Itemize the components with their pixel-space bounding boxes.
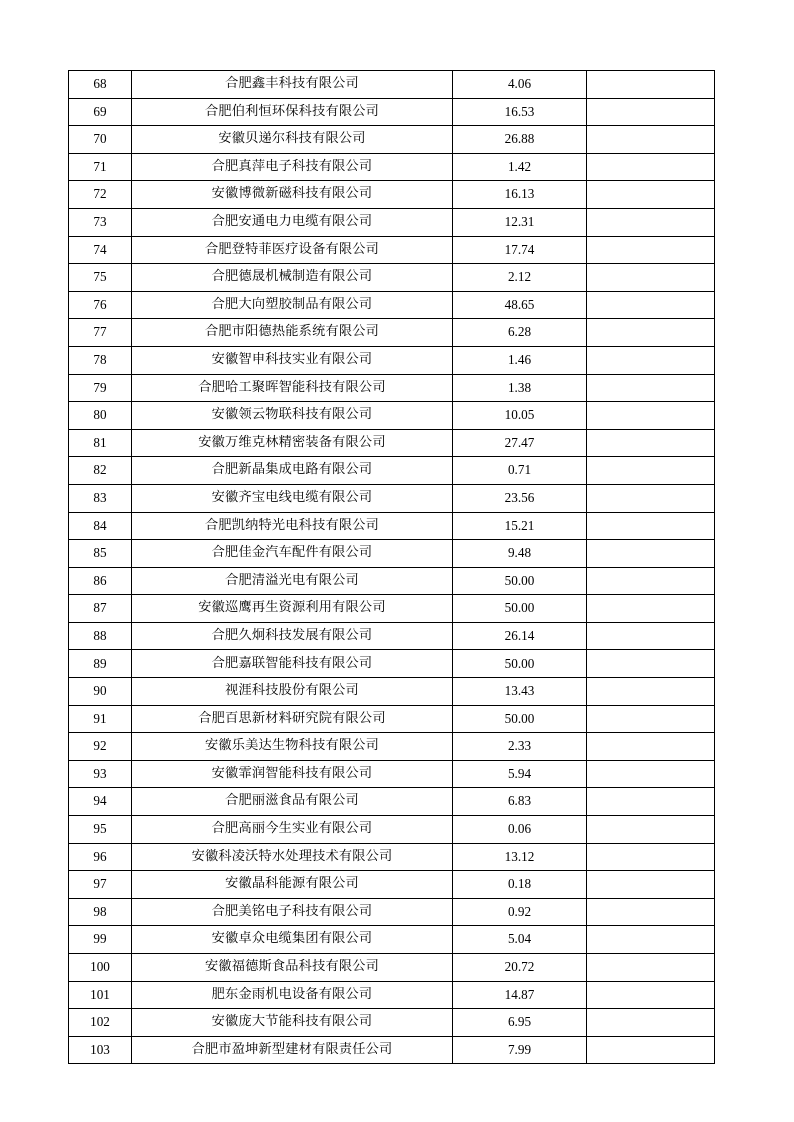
cell-amount: 10.05 [453, 402, 587, 430]
cell-row-number: 75 [69, 264, 132, 292]
table-row [69, 898, 715, 926]
table-row [69, 429, 715, 457]
cell-company-name: 安徽卓众电缆集团有限公司 [132, 926, 453, 954]
cell-company-name: 安徽霏润智能科技有限公司 [132, 760, 453, 788]
table-row [69, 1009, 715, 1037]
cell-row-number: 70 [69, 126, 132, 154]
cell-amount: 0.18 [453, 871, 587, 899]
table-row [69, 126, 715, 154]
cell-company-name: 安徽博微新磁科技有限公司 [132, 181, 453, 209]
cell-company-name: 合肥登特菲医疗设备有限公司 [132, 236, 453, 264]
cell-company-name: 合肥伯利恒环保科技有限公司 [132, 98, 453, 126]
cell-empty [587, 871, 715, 899]
cell-amount: 12.31 [453, 208, 587, 236]
cell-empty [587, 374, 715, 402]
table-row [69, 98, 715, 126]
table-row [69, 733, 715, 761]
cell-row-number: 86 [69, 567, 132, 595]
table-row [69, 153, 715, 181]
cell-amount: 26.14 [453, 622, 587, 650]
cell-row-number: 100 [69, 954, 132, 982]
cell-empty [587, 98, 715, 126]
cell-row-number: 87 [69, 595, 132, 623]
cell-amount: 7.99 [453, 1036, 587, 1064]
cell-row-number: 79 [69, 374, 132, 402]
cell-empty [587, 319, 715, 347]
cell-row-number: 96 [69, 843, 132, 871]
cell-company-name: 合肥凯纳特光电科技有限公司 [132, 512, 453, 540]
table-row [69, 954, 715, 982]
table-row [69, 374, 715, 402]
cell-amount: 6.28 [453, 319, 587, 347]
table-row [69, 512, 715, 540]
cell-company-name: 合肥美铭电子科技有限公司 [132, 898, 453, 926]
table-row [69, 1036, 715, 1064]
cell-row-number: 72 [69, 181, 132, 209]
cell-company-name: 合肥百思新材料研究院有限公司 [132, 705, 453, 733]
cell-row-number: 85 [69, 540, 132, 568]
table-row [69, 843, 715, 871]
cell-row-number: 101 [69, 981, 132, 1009]
table-row [69, 402, 715, 430]
table-row [69, 816, 715, 844]
cell-amount: 0.92 [453, 898, 587, 926]
cell-amount: 6.83 [453, 788, 587, 816]
cell-empty [587, 843, 715, 871]
cell-row-number: 69 [69, 98, 132, 126]
cell-empty [587, 208, 715, 236]
cell-amount: 50.00 [453, 595, 587, 623]
cell-empty [587, 1036, 715, 1064]
cell-empty [587, 926, 715, 954]
cell-company-name: 合肥安通电力电缆有限公司 [132, 208, 453, 236]
cell-company-name: 安徽福德斯食品科技有限公司 [132, 954, 453, 982]
cell-amount: 13.12 [453, 843, 587, 871]
cell-empty [587, 346, 715, 374]
cell-row-number: 89 [69, 650, 132, 678]
cell-company-name: 合肥清溢光电有限公司 [132, 567, 453, 595]
table-row [69, 595, 715, 623]
cell-company-name: 安徽贝递尔科技有限公司 [132, 126, 453, 154]
cell-amount: 1.42 [453, 153, 587, 181]
cell-row-number: 80 [69, 402, 132, 430]
cell-empty [587, 71, 715, 99]
table-row [69, 208, 715, 236]
cell-amount: 4.06 [453, 71, 587, 99]
cell-empty [587, 429, 715, 457]
cell-company-name: 合肥哈工聚晖智能科技有限公司 [132, 374, 453, 402]
cell-empty [587, 126, 715, 154]
cell-company-name: 安徽领云物联科技有限公司 [132, 402, 453, 430]
cell-company-name: 合肥鑫丰科技有限公司 [132, 71, 453, 99]
cell-row-number: 90 [69, 678, 132, 706]
cell-empty [587, 540, 715, 568]
cell-row-number: 88 [69, 622, 132, 650]
table-row [69, 650, 715, 678]
cell-company-name: 安徽乐美达生物科技有限公司 [132, 733, 453, 761]
table-row [69, 926, 715, 954]
cell-amount: 20.72 [453, 954, 587, 982]
cell-empty [587, 484, 715, 512]
cell-amount: 50.00 [453, 567, 587, 595]
cell-amount: 5.94 [453, 760, 587, 788]
cell-row-number: 74 [69, 236, 132, 264]
table-row [69, 678, 715, 706]
cell-row-number: 99 [69, 926, 132, 954]
cell-amount: 50.00 [453, 705, 587, 733]
cell-company-name: 安徽智申科技实业有限公司 [132, 346, 453, 374]
cell-company-name: 安徽齐宝电线电缆有限公司 [132, 484, 453, 512]
cell-company-name: 合肥市盈坤新型建材有限责任公司 [132, 1036, 453, 1064]
cell-empty [587, 512, 715, 540]
cell-amount: 27.47 [453, 429, 587, 457]
table-row [69, 236, 715, 264]
cell-row-number: 77 [69, 319, 132, 347]
cell-empty [587, 788, 715, 816]
cell-amount: 5.04 [453, 926, 587, 954]
cell-company-name: 安徽巡鹰再生资源利用有限公司 [132, 595, 453, 623]
cell-company-name: 合肥新晶集成电路有限公司 [132, 457, 453, 485]
table-body [69, 71, 715, 1064]
cell-empty [587, 181, 715, 209]
cell-amount: 0.06 [453, 816, 587, 844]
cell-empty [587, 264, 715, 292]
cell-company-name: 安徽晶科能源有限公司 [132, 871, 453, 899]
cell-empty [587, 402, 715, 430]
cell-company-name: 安徽万维克林精密装备有限公司 [132, 429, 453, 457]
cell-row-number: 81 [69, 429, 132, 457]
company-listing-table [68, 70, 715, 1064]
table-row [69, 484, 715, 512]
cell-empty [587, 898, 715, 926]
cell-row-number: 73 [69, 208, 132, 236]
table-row [69, 346, 715, 374]
table-row [69, 788, 715, 816]
cell-amount: 13.43 [453, 678, 587, 706]
cell-amount: 15.21 [453, 512, 587, 540]
cell-row-number: 103 [69, 1036, 132, 1064]
cell-row-number: 68 [69, 71, 132, 99]
cell-company-name: 安徽庞大节能科技有限公司 [132, 1009, 453, 1037]
cell-empty [587, 291, 715, 319]
table-row [69, 622, 715, 650]
table-row [69, 540, 715, 568]
cell-amount: 6.95 [453, 1009, 587, 1037]
table-row [69, 567, 715, 595]
cell-amount: 16.53 [453, 98, 587, 126]
cell-amount: 14.87 [453, 981, 587, 1009]
cell-row-number: 98 [69, 898, 132, 926]
cell-empty [587, 954, 715, 982]
cell-amount: 48.65 [453, 291, 587, 319]
cell-row-number: 94 [69, 788, 132, 816]
cell-row-number: 76 [69, 291, 132, 319]
cell-company-name: 合肥嘉联智能科技有限公司 [132, 650, 453, 678]
cell-row-number: 97 [69, 871, 132, 899]
cell-empty [587, 622, 715, 650]
cell-amount: 26.88 [453, 126, 587, 154]
cell-row-number: 83 [69, 484, 132, 512]
cell-amount: 16.13 [453, 181, 587, 209]
cell-empty [587, 760, 715, 788]
table-row [69, 264, 715, 292]
cell-company-name: 安徽科凌沃特水处理技术有限公司 [132, 843, 453, 871]
table-row [69, 760, 715, 788]
cell-empty [587, 1009, 715, 1037]
cell-company-name: 合肥市阳德热能系统有限公司 [132, 319, 453, 347]
table-row [69, 457, 715, 485]
cell-empty [587, 733, 715, 761]
cell-empty [587, 236, 715, 264]
table-row [69, 291, 715, 319]
cell-row-number: 91 [69, 705, 132, 733]
cell-row-number: 95 [69, 816, 132, 844]
cell-empty [587, 981, 715, 1009]
cell-row-number: 78 [69, 346, 132, 374]
cell-amount: 50.00 [453, 650, 587, 678]
cell-amount: 17.74 [453, 236, 587, 264]
cell-row-number: 84 [69, 512, 132, 540]
cell-company-name: 合肥真萍电子科技有限公司 [132, 153, 453, 181]
cell-empty [587, 595, 715, 623]
cell-company-name: 肥东金雨机电设备有限公司 [132, 981, 453, 1009]
cell-empty [587, 816, 715, 844]
cell-company-name: 合肥高丽今生实业有限公司 [132, 816, 453, 844]
cell-amount: 2.12 [453, 264, 587, 292]
cell-row-number: 82 [69, 457, 132, 485]
table-row [69, 705, 715, 733]
table-row [69, 319, 715, 347]
cell-company-name: 合肥德晟机械制造有限公司 [132, 264, 453, 292]
cell-empty [587, 153, 715, 181]
cell-company-name: 合肥丽滋食品有限公司 [132, 788, 453, 816]
cell-row-number: 92 [69, 733, 132, 761]
cell-company-name: 视涯科技股份有限公司 [132, 678, 453, 706]
cell-amount: 1.38 [453, 374, 587, 402]
cell-amount: 2.33 [453, 733, 587, 761]
cell-amount: 0.71 [453, 457, 587, 485]
cell-amount: 1.46 [453, 346, 587, 374]
cell-company-name: 合肥佳金汽车配件有限公司 [132, 540, 453, 568]
cell-row-number: 93 [69, 760, 132, 788]
table-row [69, 181, 715, 209]
table-row [69, 981, 715, 1009]
table-row [69, 871, 715, 899]
cell-row-number: 71 [69, 153, 132, 181]
cell-company-name: 合肥大向塑胶制品有限公司 [132, 291, 453, 319]
cell-amount: 9.48 [453, 540, 587, 568]
cell-empty [587, 650, 715, 678]
cell-empty [587, 567, 715, 595]
cell-empty [587, 457, 715, 485]
cell-empty [587, 678, 715, 706]
cell-empty [587, 705, 715, 733]
table-row [69, 71, 715, 99]
cell-amount: 23.56 [453, 484, 587, 512]
cell-company-name: 合肥久炯科技发展有限公司 [132, 622, 453, 650]
cell-row-number: 102 [69, 1009, 132, 1037]
